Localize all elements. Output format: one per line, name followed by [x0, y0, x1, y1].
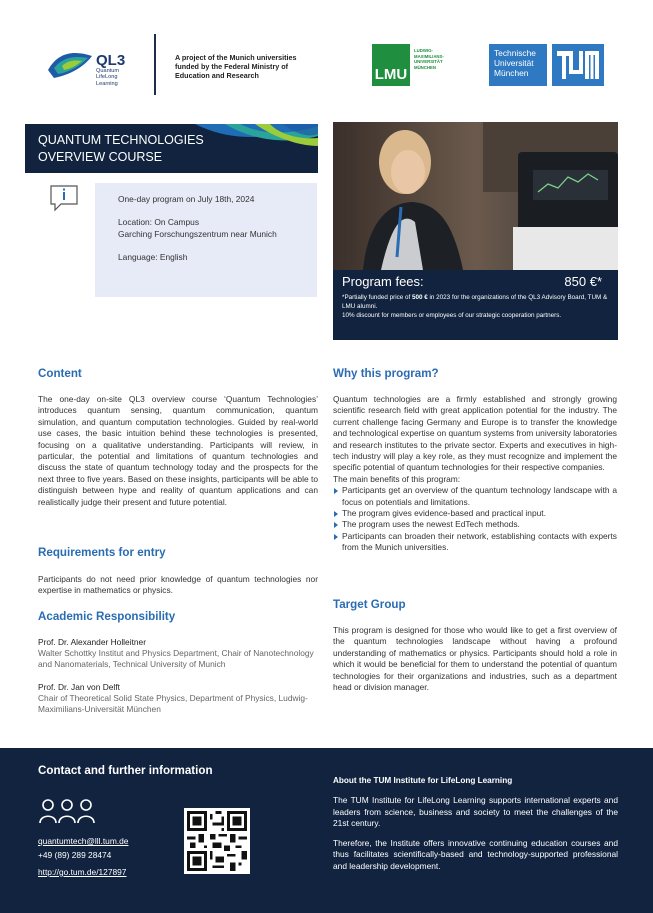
participant-photo [333, 122, 618, 270]
benefits-list [333, 485, 617, 553]
why-section [333, 394, 617, 554]
header-divider [154, 34, 156, 95]
academic-person: Prof. Dr. Jan von Delft Chair of Theoretical Solid State Physics, Department of Physics, Ludwig-Maximilians-Universität München [38, 682, 308, 714]
target-text: This program is designed for those who would like to get a first overview of the quantum technologies landscape without having a profound understanding of mathematics or physics. Participants should hold a role in which it would be beneficial for them to understand the potential of quantum technologies for their organizations and industries, such as a department head or division manager. [333, 625, 617, 693]
info-icon [49, 184, 79, 219]
course-info-box [95, 183, 317, 297]
benefit-item: The program gives evidence-based and practical input. [333, 508, 617, 519]
benefit-item: Participants can broaden their network, establishing contacts with experts from the Munich universities. [333, 531, 617, 554]
why-heading: Why this program? [333, 367, 439, 380]
course-location: Location: On Campus Garching Forschungszentrum near Munich [118, 216, 277, 239]
page-title: QUANTUM TECHNOLOGIES OVERVIEW COURSE [38, 133, 204, 164]
about-paragraph: The TUM Institute for LifeLong Learning supports international experts and leaders from science, business and society to meet the challenges of the 21st century. [333, 795, 618, 828]
ql3-name: QL3 [96, 52, 126, 69]
content-text: The one-day on-site QL3 overview course ‘Quantum Technologies’ introduces quantum sensing, quantum communication, quantum simulation, and quantum computation technologies. Guided by real-world use cases, the basic intuition behind these technologies is presented, focusing on a qualitative understanding. Participants will review, in particular, the potential and limitations of quantum technologies and discuss the state of quantum technology today and the prospects for the next three to five years. Based on these insights, participants will be able to distinguish between hype and reality of quantum applications and can realistically judge their present and future potential. [38, 394, 318, 507]
program-fees-box [333, 270, 618, 340]
contact-heading: Contact and further information [38, 764, 213, 777]
ql3-logo [44, 44, 96, 84]
tum-name: Technische Universität München [489, 44, 547, 86]
academic-heading: Academic Responsibility [38, 610, 176, 623]
about-heading: About the TUM Institute for LifeLong Learning [333, 776, 513, 785]
contact-phone: +49 (89) 289 28474 [38, 849, 112, 860]
ql3-subtitle: Quantum LifeLong Learning [96, 68, 120, 87]
target-heading: Target Group [333, 598, 406, 611]
tum-logo [552, 44, 604, 86]
people-icon [38, 797, 96, 830]
project-note: A project of the Munich universities funded by the Federal Ministry of Education and Research [175, 53, 297, 80]
fees-price: 850 €* [564, 274, 602, 289]
course-date: One-day program on July 18th, 2024 [118, 194, 255, 204]
requirements-text: Participants do not need prior knowledge of quantum technologies nor expertise in mathematics or physics. [38, 574, 318, 596]
qr-code[interactable] [184, 808, 250, 874]
why-text: Quantum technologies are a firmly established and strongly growing scientific research field with great application potential for the industry. The current challenge facing Germany and Europe is to transfer the knowledge and technological expertise on quantum systems from university laboratories and research institutes to the private sector. Experts and executives in high-tech industry will play a key role, as they must recognize and implement the specific potential of quantum technologies for their respective companies. [333, 394, 617, 473]
lmu-logo-text: LUDWIG- MAXIMILIANS- UNIVERSITÄT MÜNCHEN [414, 48, 444, 70]
about-text [333, 795, 618, 872]
benefit-item: The program uses the newest EdTech methods. [333, 519, 617, 530]
contact-url-link[interactable]: http://go.tum.de/127897 [38, 867, 127, 877]
course-title-bar [25, 124, 318, 173]
footer [0, 748, 653, 913]
contact-email-link[interactable]: quantumtech@lll.tum.de [38, 836, 129, 846]
about-paragraph: Therefore, the Institute offers innovative continuing education courses and thus facilitates scientifically-based and technology-supported professional and leadership development. [333, 837, 618, 871]
contact-details [38, 835, 128, 880]
benefit-item: Participants get an overview of the quantum technology landscape with a focus on potentials and limitations. [333, 485, 617, 508]
lmu-logo: LMU [372, 44, 410, 86]
fees-note: *Partially funded price of 500 € in 2023 for the organizations of the QL3 Advisory Board, TUM & LMU alumni. 10% discount for members or employees of our strategic cooperation partners. [342, 294, 608, 319]
benefits-intro: The main benefits of this program: [333, 473, 461, 484]
course-language: Language: English [118, 251, 188, 262]
academic-person: Prof. Dr. Alexander Holleitner Walter Schottky Institut and Physics Department, Chair of Nanotechnology and Nanomaterials, Technical University of Munich [38, 637, 314, 669]
content-heading: Content [38, 367, 82, 380]
requirements-heading: Requirements for entry [38, 546, 166, 559]
fees-label: Program fees: [342, 274, 424, 289]
